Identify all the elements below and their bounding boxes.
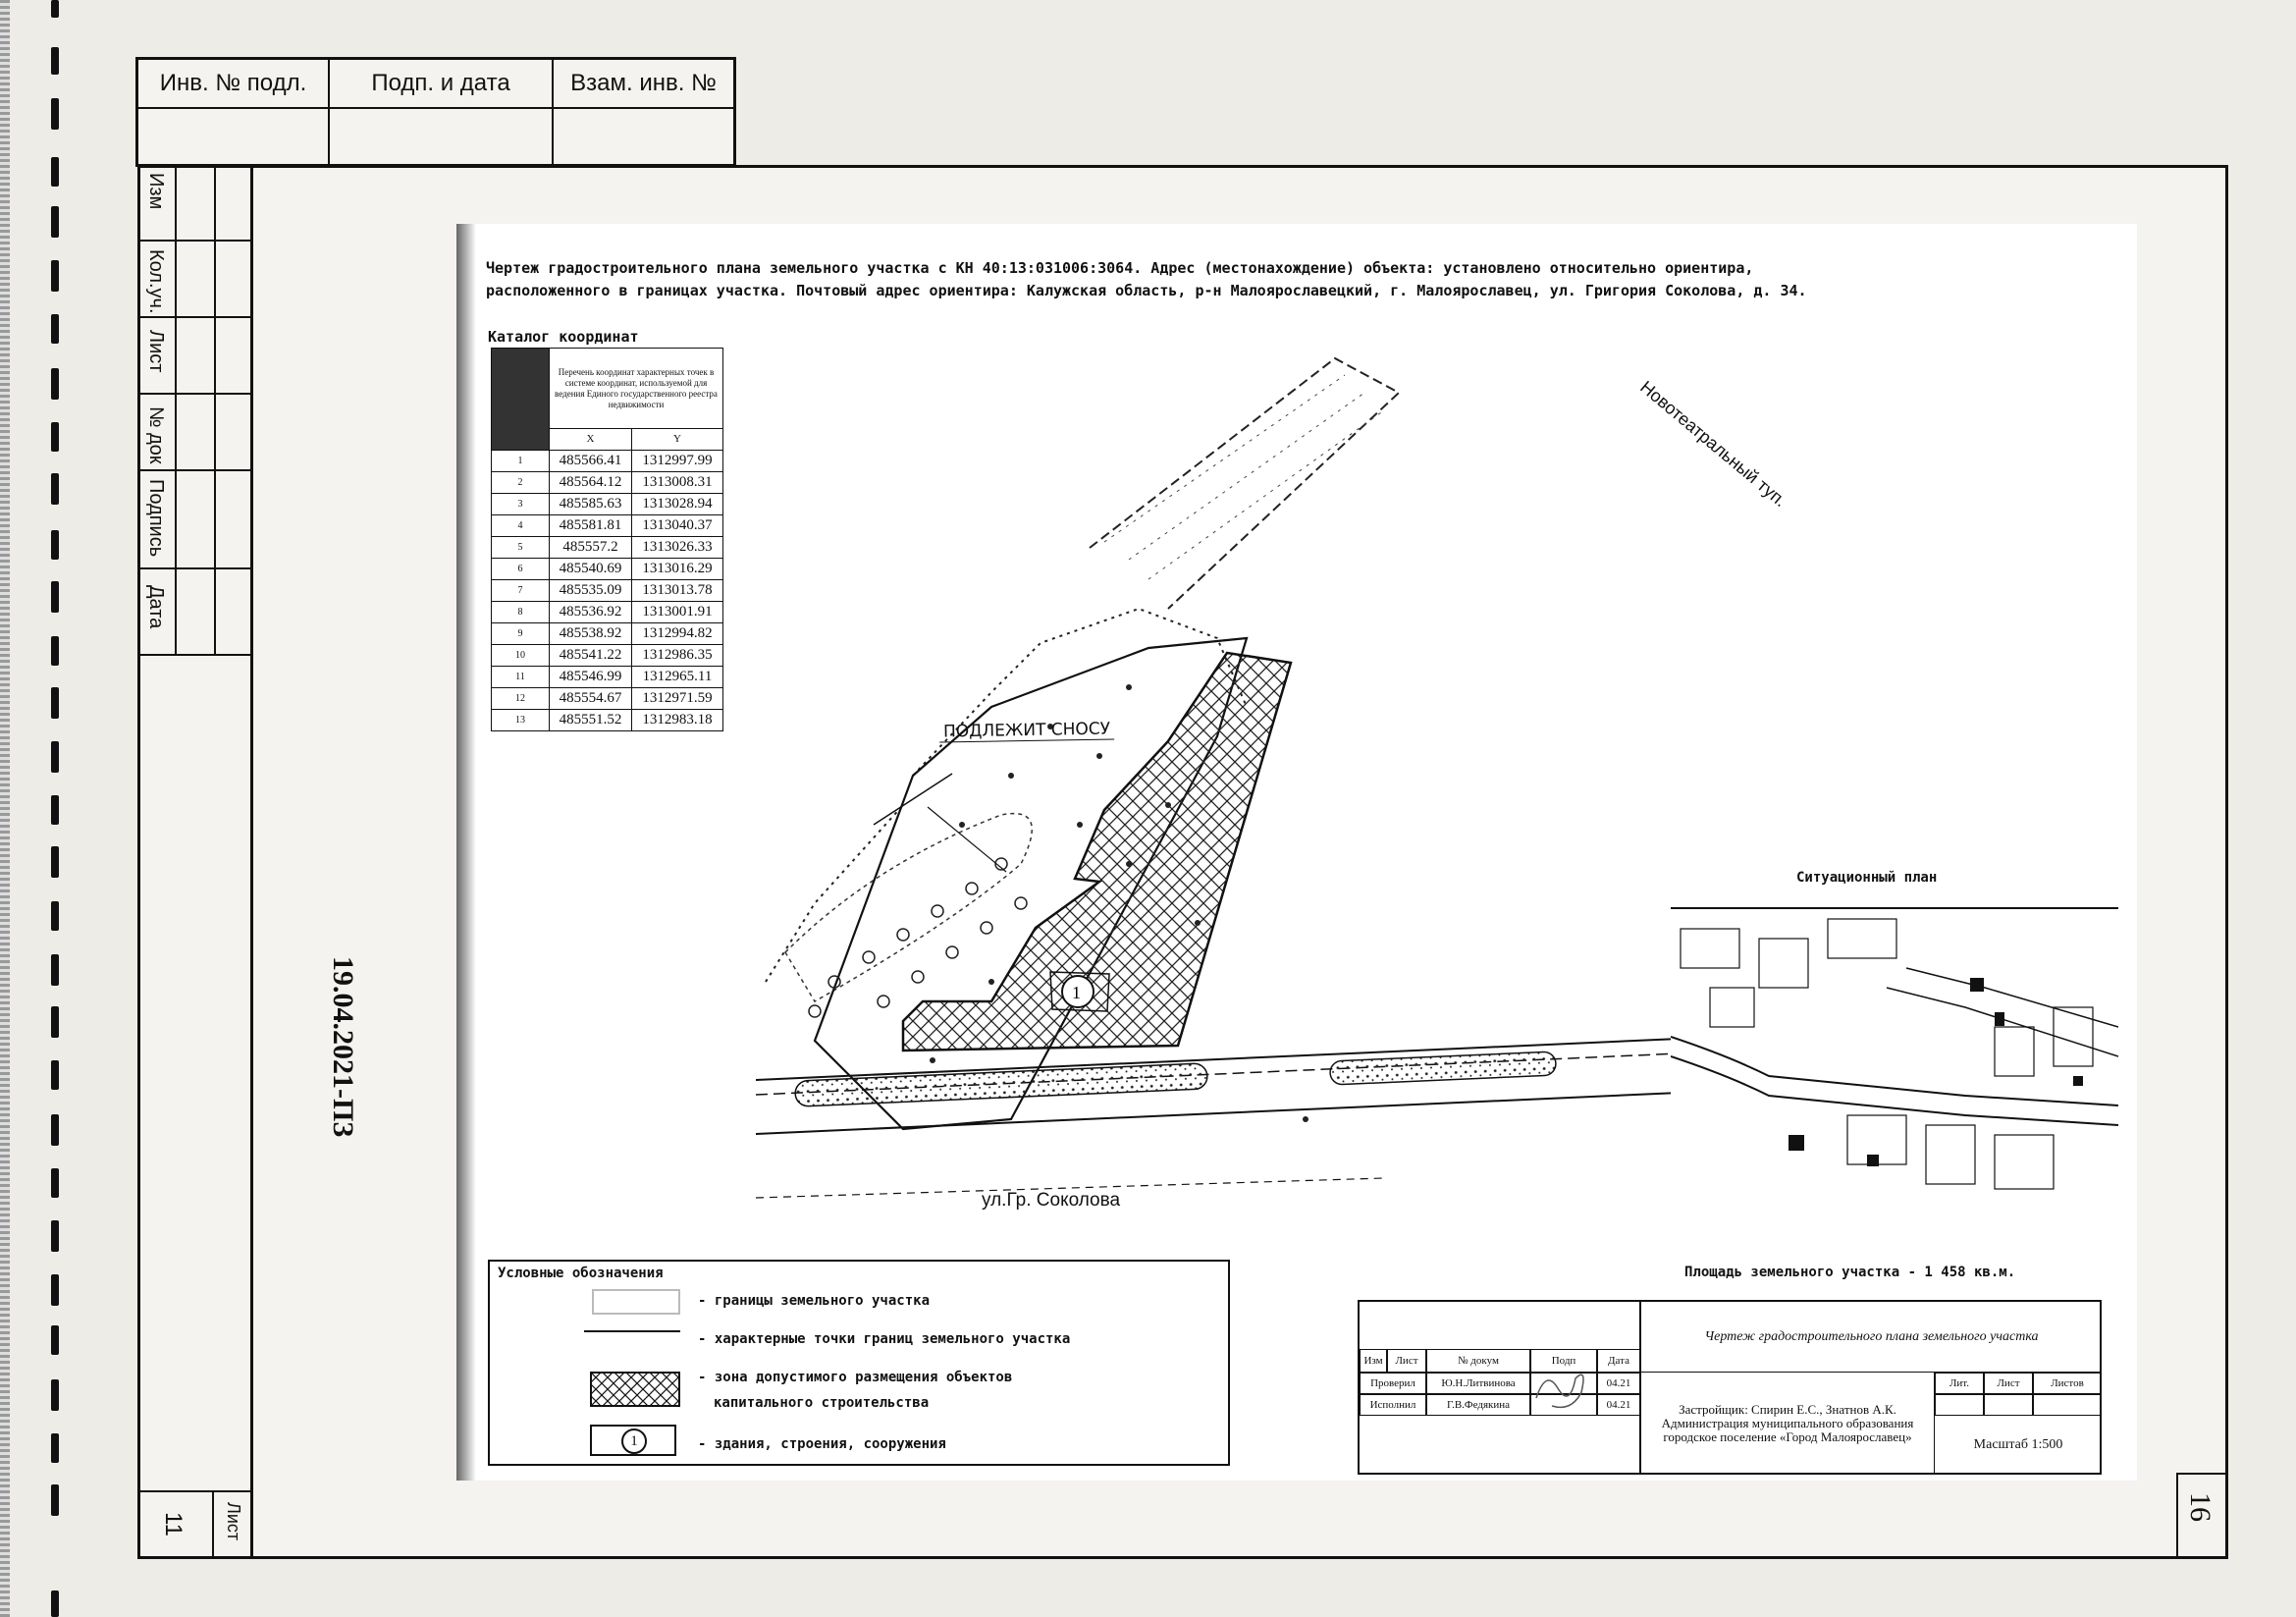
legend-building-icon: 1 [621, 1428, 647, 1454]
building-number: 1 [1072, 983, 1081, 1002]
sit-plan-title: Ситуационный план [1796, 870, 1938, 886]
title-block [1358, 1300, 2102, 1475]
legend-points-swatch [584, 1330, 680, 1332]
coordinate-y: 1312994.82 [632, 623, 723, 645]
podp-data-label: Подп. и дата [330, 60, 554, 109]
list-number: 11 [160, 1512, 187, 1536]
coordinate-point-number: 9 [492, 623, 550, 645]
legend-title: Условные обозначения [498, 1266, 664, 1281]
legend-item-zone: - зона допустимого размещения объектов [698, 1370, 1013, 1385]
list-label: Лист [224, 1502, 243, 1541]
coordinate-point-number: 8 [492, 602, 550, 623]
coordinate-x: 485557.2 [550, 537, 632, 559]
legend [488, 1260, 1230, 1466]
page-edge-texture [0, 0, 10, 1617]
coordinate-row [492, 537, 723, 559]
side-label-data: Дата [145, 585, 167, 629]
legend-item-buildings: - здания, строения, сооружения [698, 1436, 946, 1452]
side-label-podpis: Подпись [145, 479, 167, 558]
coordinate-y: 1312997.99 [632, 451, 723, 472]
tb-col-izm: Изм [1360, 1349, 1387, 1373]
side-label-list: Лист [145, 330, 167, 373]
legend-item-boundary: - границы земельного участка [698, 1293, 931, 1309]
coordinate-y: 1313026.33 [632, 537, 723, 559]
coordinate-point-number: 11 [492, 667, 550, 688]
coordinate-y: 1313040.37 [632, 515, 723, 537]
legend-item-points: - характерные точки границ земельного участка [698, 1331, 1071, 1347]
coordinate-point-number: 10 [492, 645, 550, 667]
vzam-inv-label: Взам. инв. № [554, 60, 733, 109]
coordinate-point-number: 7 [492, 580, 550, 602]
coordinate-row [492, 623, 723, 645]
situational-plan-map [1671, 907, 2118, 1204]
coordinate-row [492, 688, 723, 710]
tb-col-podp: Подп [1530, 1349, 1597, 1373]
coordinate-y: 1312965.11 [632, 667, 723, 688]
inv-podl-value [138, 109, 330, 164]
tb-col-ndok: № докум [1426, 1349, 1530, 1373]
coordinate-x: 485546.99 [550, 667, 632, 688]
catalog-title: Каталог координат [488, 328, 639, 346]
coordinate-x: 485551.52 [550, 710, 632, 731]
coordinate-row [492, 710, 723, 731]
coordinate-x: 485585.63 [550, 494, 632, 515]
street-bottom-label: ул.Гр. Соколова [982, 1190, 1121, 1211]
coordinate-x: 485554.67 [550, 688, 632, 710]
tb-col-list: Лист [1387, 1349, 1426, 1373]
catalog-y-header: Y [632, 429, 723, 451]
coordinate-y: 1312971.59 [632, 688, 723, 710]
coordinate-point-number: 3 [492, 494, 550, 515]
tb-developer: Застройщик: Спирин Е.С., Знатнов А.К. Администрация муниципального образования городское поселение «Город Малоярославец» [1640, 1373, 1935, 1475]
page-number: 16 [2184, 1492, 2216, 1522]
street-top-label: Новотеатральный туп. [1636, 377, 1790, 512]
coordinate-x: 485564.12 [550, 472, 632, 494]
coordinate-row [492, 515, 723, 537]
catalog-number-header [492, 349, 550, 451]
coordinate-row [492, 602, 723, 623]
coordinate-y: 1313016.29 [632, 559, 723, 580]
side-label-izm: Изм [145, 173, 167, 210]
coordinate-y: 1312983.18 [632, 710, 723, 731]
tb-row2-role: Исполнил [1360, 1394, 1426, 1416]
tb-row2-date: 04.21 [1597, 1394, 1640, 1416]
coordinate-row [492, 580, 723, 602]
tb-row1-name: Ю.Н.Литвинова [1426, 1373, 1530, 1394]
coordinate-point-number: 5 [492, 537, 550, 559]
catalog-x-header: X [550, 429, 632, 451]
coordinate-point-number: 13 [492, 710, 550, 731]
coordinate-row [492, 667, 723, 688]
coordinate-x: 485541.22 [550, 645, 632, 667]
drawing-header-line1: Чертеж градостроительного плана земельного участка с КН 40:13:031006:3064. Адрес (местонахождение) объекта: установлено относительно ориентира, [486, 259, 1754, 277]
podp-data-value [330, 109, 554, 164]
catalog-col-header: Перечень координат характерных точек в системе координат, используемой для ведения Единого государственного реестра недвижимости [550, 349, 723, 429]
coordinate-row [492, 472, 723, 494]
vzam-inv-value [554, 109, 733, 164]
coordinate-x: 485538.92 [550, 623, 632, 645]
tb-row2-name: Г.В.Федякина [1426, 1394, 1530, 1416]
drawing-header-line2: расположенного в границах участка. Почтовый адрес ориентира: Калужская область, р-н Малоярославецкий, г. Малоярославец, ул. Григория Соколова, д. 34. [486, 282, 1807, 299]
coordinate-x: 485536.92 [550, 602, 632, 623]
coordinate-point-number: 4 [492, 515, 550, 537]
signature-scribble [1532, 1359, 1595, 1418]
document-code: 19.04.2021-ПЗ [327, 956, 359, 1138]
coordinate-y: 1313013.78 [632, 580, 723, 602]
coordinate-x: 485566.41 [550, 451, 632, 472]
tb-listov: Листов [2033, 1373, 2102, 1394]
coordinate-point-number: 6 [492, 559, 550, 580]
coordinate-row [492, 451, 723, 472]
coordinate-x: 485535.09 [550, 580, 632, 602]
left-stamp-column [137, 165, 359, 1559]
tb-list: Лист [1984, 1373, 2033, 1394]
tb-col-data: Дата [1597, 1349, 1640, 1373]
tb-row1-role: Проверил [1360, 1373, 1426, 1394]
side-label-kol: Кол.уч. [145, 249, 167, 314]
coordinate-y: 1313001.91 [632, 602, 723, 623]
coordinate-row [492, 494, 723, 515]
tb-scale: Масштаб 1:500 [1973, 1437, 2063, 1452]
coordinate-y: 1312986.35 [632, 645, 723, 667]
coordinates-table [491, 348, 723, 731]
inv-podl-label: Инв. № подл. [138, 60, 330, 109]
coordinate-y: 1313008.31 [632, 472, 723, 494]
side-label-ndok: № док [145, 406, 167, 464]
coordinate-point-number: 1 [492, 451, 550, 472]
coordinate-y: 1313028.94 [632, 494, 723, 515]
coordinate-row [492, 645, 723, 667]
coordinate-x: 485540.69 [550, 559, 632, 580]
legend-building-swatch [590, 1425, 676, 1456]
parcel-area: Площадь земельного участка - 1 458 кв.м. [1684, 1265, 2016, 1280]
tb-row1-date: 04.21 [1597, 1373, 1640, 1394]
legend-zone-swatch [590, 1372, 680, 1407]
legend-item-zone-cont: капитального строительства [714, 1395, 930, 1411]
top-stamp [135, 57, 736, 167]
coordinate-point-number: 2 [492, 472, 550, 494]
legend-boundary-swatch [592, 1289, 680, 1315]
tb-title: Чертеж градостроительного плана земельного участка [1640, 1302, 2102, 1373]
tb-lit: Лит. [1935, 1373, 1984, 1394]
demolition-note: ПОДЛЕЖИТ СНОСУ [939, 719, 1114, 742]
binder-holes [47, 0, 63, 1617]
coordinate-row [492, 559, 723, 580]
coordinate-point-number: 12 [492, 688, 550, 710]
coordinate-x: 485581.81 [550, 515, 632, 537]
